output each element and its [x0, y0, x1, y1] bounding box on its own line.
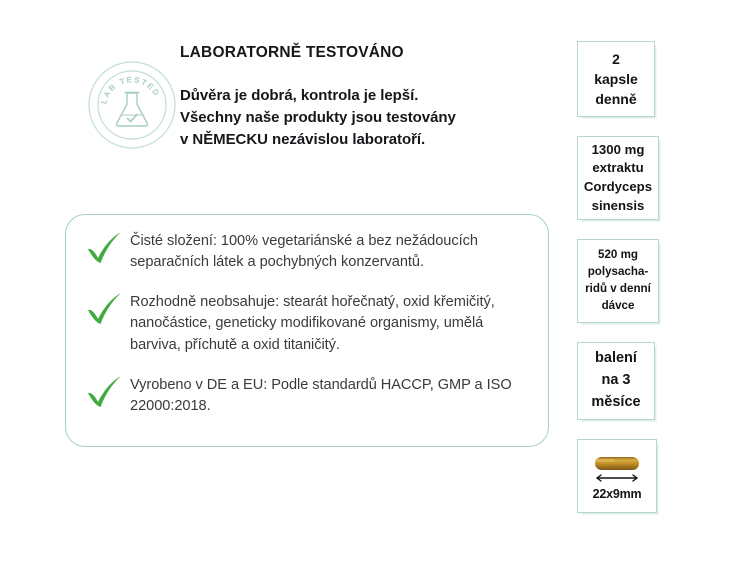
capsule-size-graphic	[586, 451, 648, 501]
checkmark-icon	[86, 290, 130, 326]
checkmark-icon	[86, 373, 130, 409]
fact-line: ridů v denní	[585, 282, 651, 295]
badge-arc-text: LAB TESTED	[99, 75, 162, 105]
checkmark-icon	[86, 229, 130, 265]
header-subtitle	[180, 85, 550, 152]
header-line-3: v NĚMECKU nezávislou laboratoří.	[180, 130, 426, 148]
header-line-1: Důvěra je dobrá, kontrola je lepší.	[180, 86, 419, 104]
fact-line: polysacha-	[587, 265, 649, 279]
checklist-item-text: Vyrobeno v DE a EU: Podle standardů HACCP, GMP a ISO 22000:2018.	[130, 376, 512, 414]
fact-box-supply-duration	[577, 342, 655, 420]
list-item	[86, 373, 534, 417]
capsule-icon	[586, 451, 648, 489]
list-item	[86, 290, 534, 355]
fact-line: balení	[595, 350, 637, 367]
fact-line: Cordyceps	[583, 179, 653, 194]
fact-box-extract	[577, 136, 659, 220]
lab-tested-badge	[86, 59, 178, 151]
fact-line: kapsle	[594, 70, 638, 87]
checklist-item-text: Rozhodně neobsahuje: stearát hořečnatý, oxid křemičitý, nanočástice, geneticky modifikované organismy, umělá barviva, příchutě a oxid titaničitý.	[130, 294, 495, 353]
fact-line: na 3	[601, 372, 631, 389]
fact-line: dávce	[601, 298, 635, 312]
fact-line: 1300 mg	[591, 141, 645, 157]
fact-line: 520 mg	[598, 248, 638, 262]
fact-box-dosage	[577, 41, 655, 117]
checklist-panel	[65, 214, 549, 447]
fact-box-polysaccharides	[577, 239, 659, 323]
checklist	[86, 229, 534, 434]
capsule-size-label: 22x9mm	[592, 487, 642, 501]
fact-line: denně	[595, 91, 637, 108]
fact-box-capsule-size	[577, 439, 657, 513]
fact-line: měsíce	[591, 393, 641, 410]
list-item	[86, 229, 534, 273]
fact-line: extraktu	[592, 160, 644, 176]
fact-line: 2	[612, 50, 620, 67]
page-title: LABORATORNĚ TESTOVÁNO	[180, 44, 404, 61]
checklist-item-text: Čisté složení: 100% vegetariánské a bez nežádoucích separačních látek a pochybných konzervantů.	[130, 233, 478, 271]
header-text-block	[180, 44, 550, 151]
fact-line: sinensis	[591, 197, 645, 213]
lab-tested-icon	[86, 59, 178, 151]
header-line-2: Všechny naše produkty jsou testovány	[180, 108, 456, 126]
fact-box-column	[577, 41, 667, 513]
